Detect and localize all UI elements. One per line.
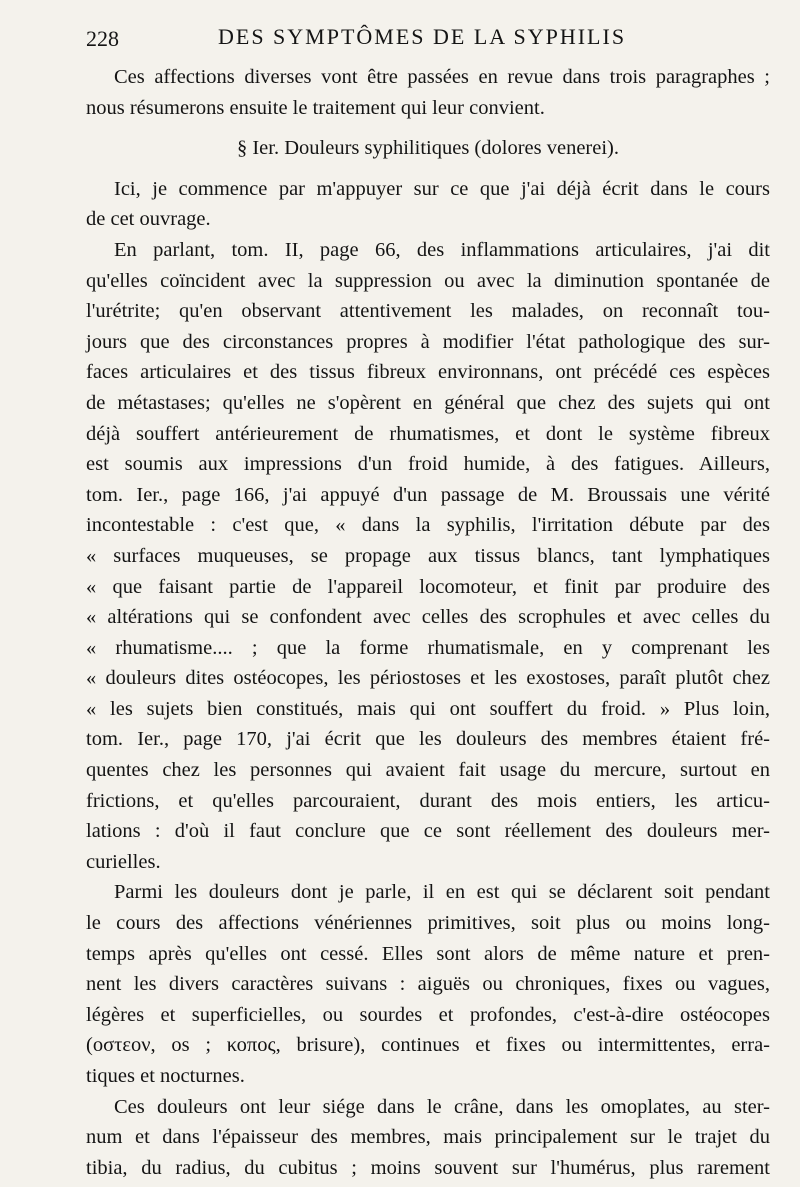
- text-line: nent les divers caractères suivans : aiguës ou chroniques, fixes ou vagues,: [86, 973, 770, 996]
- text-line: de cet ouvrage.: [86, 208, 211, 231]
- text-line: déjà souffert antérieurement de rhumatismes, et dont le système fibreux: [86, 422, 770, 445]
- text-line: nous résumerons ensuite le traitement qui leur convient.: [86, 96, 545, 119]
- running-title: DES SYMPTÔMES DE LA SYPHILIS: [218, 24, 627, 49]
- text-line: légères et superficielles, ou sourdes et profondes, c'est-à-dire ostéocopes: [86, 1003, 770, 1026]
- spacer: [86, 123, 770, 133]
- text-line: Ici, je commence par m'appuyer sur ce que j'ai déjà écrit dans le cours: [114, 177, 770, 200]
- text-line: lations : d'où il faut conclure que ce sont réellement des douleurs mer-: [86, 820, 770, 843]
- text-line: num et dans l'épaisseur des membres, mais principalement sur le trajet du: [86, 1126, 770, 1149]
- spacer: [86, 164, 770, 174]
- text-line: « surfaces muqueuses, se propage aux tissus blancs, tant lymphatiques: [86, 544, 770, 567]
- text-line: qu'elles coïncident avec la suppression ou avec la diminution spontanée de: [86, 269, 770, 292]
- text-line: « rhumatisme.... ; que la forme rhumatismale, en y comprenant les: [86, 636, 770, 659]
- text-line: Ces douleurs ont leur siége dans le crâne, dans les omoplates, au ster-: [114, 1095, 770, 1118]
- text-line: temps après qu'elles ont cessé. Elles sont alors de même nature et pren-: [86, 942, 770, 965]
- text-line: En parlant, tom. II, page 66, des inflammations articulaires, j'ai dit: [114, 238, 770, 261]
- text-line: § Ier. Douleurs syphilitiques (dolores venerei).: [236, 137, 619, 160]
- text-line: le cours des affections vénériennes primitives, soit plus ou moins long-: [86, 912, 770, 935]
- text-line: tibia, du radius, du cubitus ; moins souvent sur l'humérus, plus rarement: [86, 1156, 770, 1179]
- text-line: tiques et nocturnes.: [86, 1065, 245, 1087]
- running-header: [86, 24, 772, 54]
- text-line: Ces affections diverses vont être passées en revue dans trois paragraphes ;: [114, 66, 770, 88]
- text-line: jours que des circonstances propres à modifier l'état pathologique des sur-: [86, 330, 770, 353]
- text-line: faces articulaires et des tissus fibreux environnans, ont précédé ces espèces: [86, 361, 770, 384]
- text-line: frictions, et qu'elles parcouraient, durant des mois entiers, les articu-: [86, 789, 770, 812]
- text-line: « douleurs dites ostéocopes, les périostoses et les exostoses, paraît plutôt chez: [86, 667, 770, 690]
- page-number: 228: [86, 26, 119, 51]
- text-line: « les sujets bien constitués, mais qui ont souffert du froid. » Plus loin,: [86, 697, 770, 720]
- text-line: curielles.: [86, 850, 161, 873]
- text-line: de métastases; qu'elles ne s'opèrent en général que chez des sujets qui ont: [86, 391, 770, 414]
- text-line: Parmi les douleurs dont je parle, il en est qui se déclarent soit pendant: [114, 881, 770, 904]
- body-text: [86, 62, 770, 1183]
- text-line: l'urétrite; qu'en observant attentivement les malades, on reconnaît tou-: [86, 300, 770, 323]
- text-line: « altérations qui se confondent avec celles des scrophules et avec celles du: [86, 606, 770, 629]
- text-line: tom. Ier., page 170, j'ai écrit que les douleurs des membres étaient fré-: [86, 728, 770, 751]
- text-line: « que faisant partie de l'appareil locomoteur, et finit par produire des: [86, 575, 770, 598]
- text-line: tom. Ier., page 166, j'ai appuyé d'un passage de M. Broussais une vérité: [86, 483, 770, 506]
- text-line: est soumis aux impressions d'un froid humide, à des fatigues. Ailleurs,: [86, 453, 770, 476]
- text-line: quentes chez les personnes qui avaient fait usage du mercure, surtout en: [86, 759, 770, 782]
- text-line: incontestable : c'est que, « dans la syphilis, l'irritation débute par des: [86, 514, 770, 537]
- text-line: (οστεον, os ; κοπος, brisure), continues et fixes ou intermittentes, erra-: [86, 1034, 770, 1057]
